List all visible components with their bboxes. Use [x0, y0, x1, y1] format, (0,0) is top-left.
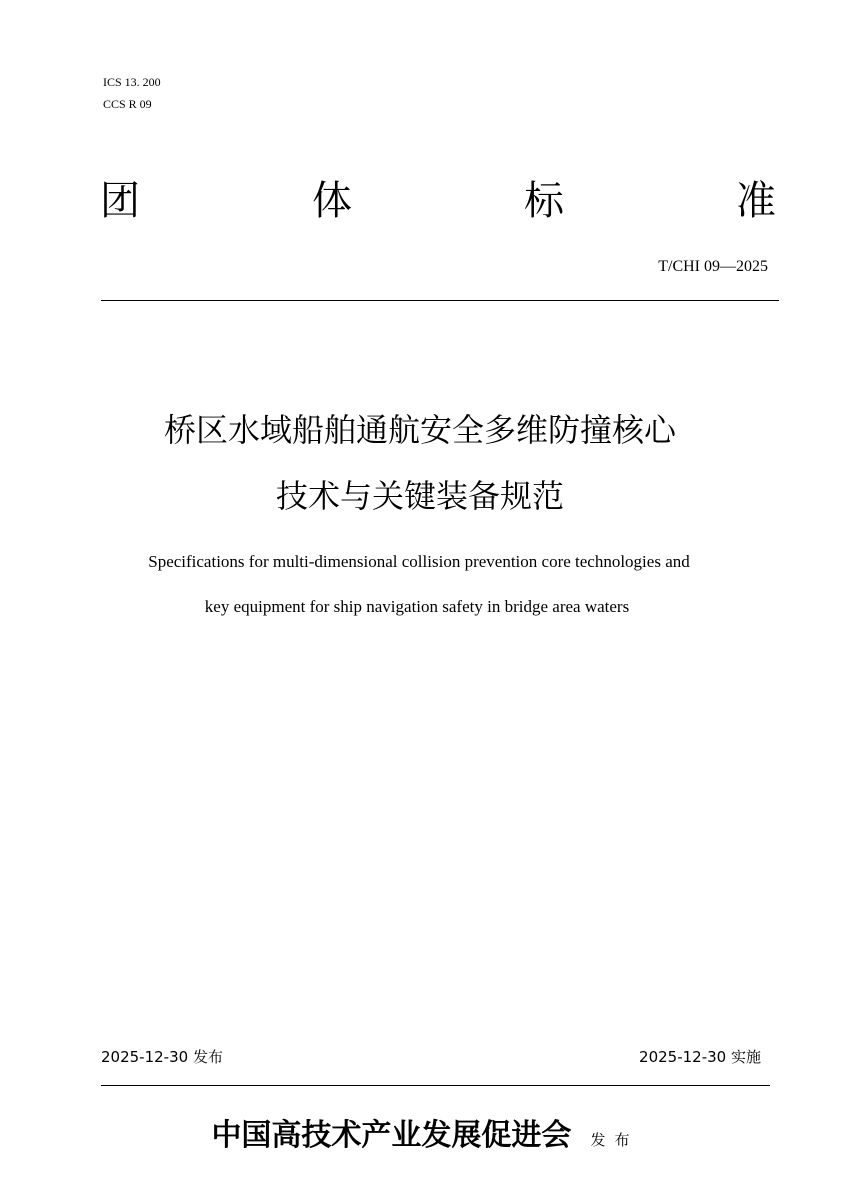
- footer-divider: [101, 1085, 770, 1086]
- ics-code: ICS 13. 200: [103, 75, 161, 89]
- title-zh-line-2: 技术与关键装备规范: [275, 477, 564, 515]
- standard-type-char: 体: [312, 178, 352, 224]
- ccs-code: CCS R 09: [103, 97, 152, 111]
- title-en-line-2: key equipment for ship navigation safety in bridge area waters: [204, 597, 630, 616]
- standard-type-char: 团: [100, 178, 140, 224]
- classification-codes: [103, 71, 161, 115]
- effective-date: 2025-12-30 实施: [639, 1048, 761, 1066]
- issue-date: 2025-12-30 发布: [101, 1048, 223, 1066]
- publisher-line: [0, 1110, 850, 1154]
- header-divider: [101, 300, 779, 301]
- standard-type-heading: [100, 176, 776, 226]
- standard-number: T/CHI 09—2025: [658, 258, 768, 275]
- title-zh-line-1: 桥区水域船舶通航安全多维防撞核心: [163, 411, 676, 449]
- publisher-name: 中国高技术产业发展促进会: [211, 1118, 572, 1153]
- title-en-line-1: Specifications for multi-dimensional collision prevention core technologies and: [148, 552, 690, 571]
- standard-type-char: 准: [736, 178, 776, 224]
- publish-label: 发布: [590, 1131, 639, 1149]
- standard-type-char: 标: [524, 178, 564, 224]
